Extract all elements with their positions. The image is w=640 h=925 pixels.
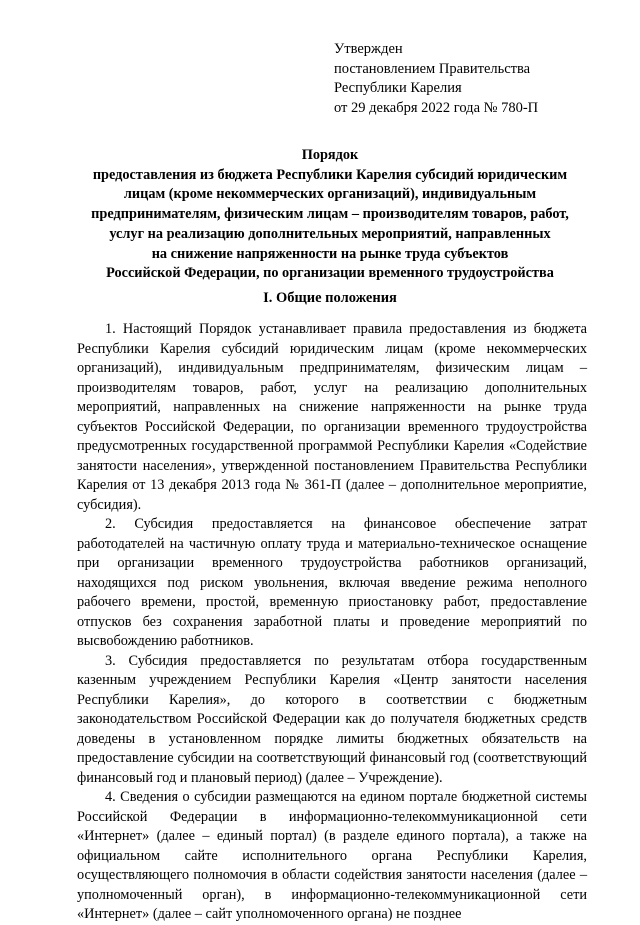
paragraph-2: 2. Субсидия предоставляется на финансовое обеспечение затрат работодателей на частичную оплату труда и материально-техническое оснащение при организации временного трудоустройства работников организаций, находящихся под риском увольнения, включая введение режима неполного рабочего времени, простой, временную приостановку работ, предоставление отпусков без сохранения заработной платы и проведение мероприятий по высвобождению работников.	[77, 516, 587, 649]
paragraph-1: 1. Настоящий Порядок устанавливает правила предоставления из бюджета Республики Карелия субсидий юридическим лицам (кроме некоммерческих организаций), индивидуальным предпринимателям, физическим лицам – производителям товаров, работ, услуг на реализацию дополнительных мероприятий, направленных на снижение напряженности на рынке труда субъектов Российской Федерации, по организации временного трудоустройства предусмотренных государственной программой Республики Карелия «Содействие занятости населения», утвержденной постановлением Правительства Республики Карелия от 13 декабря 2013 года № 361-П (далее – дополнительное мероприятие, субсидия).	[77, 321, 587, 513]
title-line: предоставления из бюджета Республики Карелия субсидий юридическим	[92, 166, 568, 183]
approval-line-republic: Республики Карелия	[334, 80, 462, 97]
title-line: на снижение напряженности на рынке труда субъектов	[151, 245, 509, 262]
document-body	[77, 320, 587, 925]
document-title	[60, 146, 600, 284]
approval-line-date: от 29 декабря 2022 года № 780-П	[334, 100, 539, 117]
title-heading: Порядок	[301, 147, 359, 163]
title-line: услуг на реализацию дополнительных мероприятий, направленных	[109, 225, 551, 242]
section-heading: I. Общие положения	[263, 290, 397, 306]
approval-line-resolution: постановлением Правительства	[334, 60, 531, 77]
approval-line-approved: Утвержден	[334, 41, 403, 57]
title-line: предпринимателям, физическим лицам – производителям товаров, работ,	[91, 206, 569, 223]
title-line: Российской Федерации, по организации временного трудоустройства	[106, 265, 554, 282]
approval-stamp	[334, 40, 624, 119]
paragraph-3: 3. Субсидия предоставляется по результатам отбора государственным казенным учреждением Республики Карелия «Центр занятости населения Республики Карелия», до которого в соответствии с бюджетным законодательством Российской Федерации как до получателя бюджетных средств доведены в установленном порядке лимиты бюджетных обязательств на предоставление субсидии на соответствующий финансовый год (соответствующий финансовый год и плановый период) (далее – Учреждение).	[77, 652, 587, 786]
paragraph-4: 4. Сведения о субсидии размещаются на едином портале бюджетной системы Российской Федерации в информационно-телекоммуникационной сети «Интернет» (далее – единый портал) (в разделе единого портала), а также на официальном сайте исполнительного органа Республики Карелия, осуществляющего полномочия в области содействия занятости населения (далее – уполномоченный орган), в информационно-телекоммуникационной сети «Интернет» (далее – сайт уполномоченного органа) не позднее	[77, 789, 587, 922]
title-line: лицам (кроме некоммерческих организаций), индивидуальным	[123, 186, 537, 203]
